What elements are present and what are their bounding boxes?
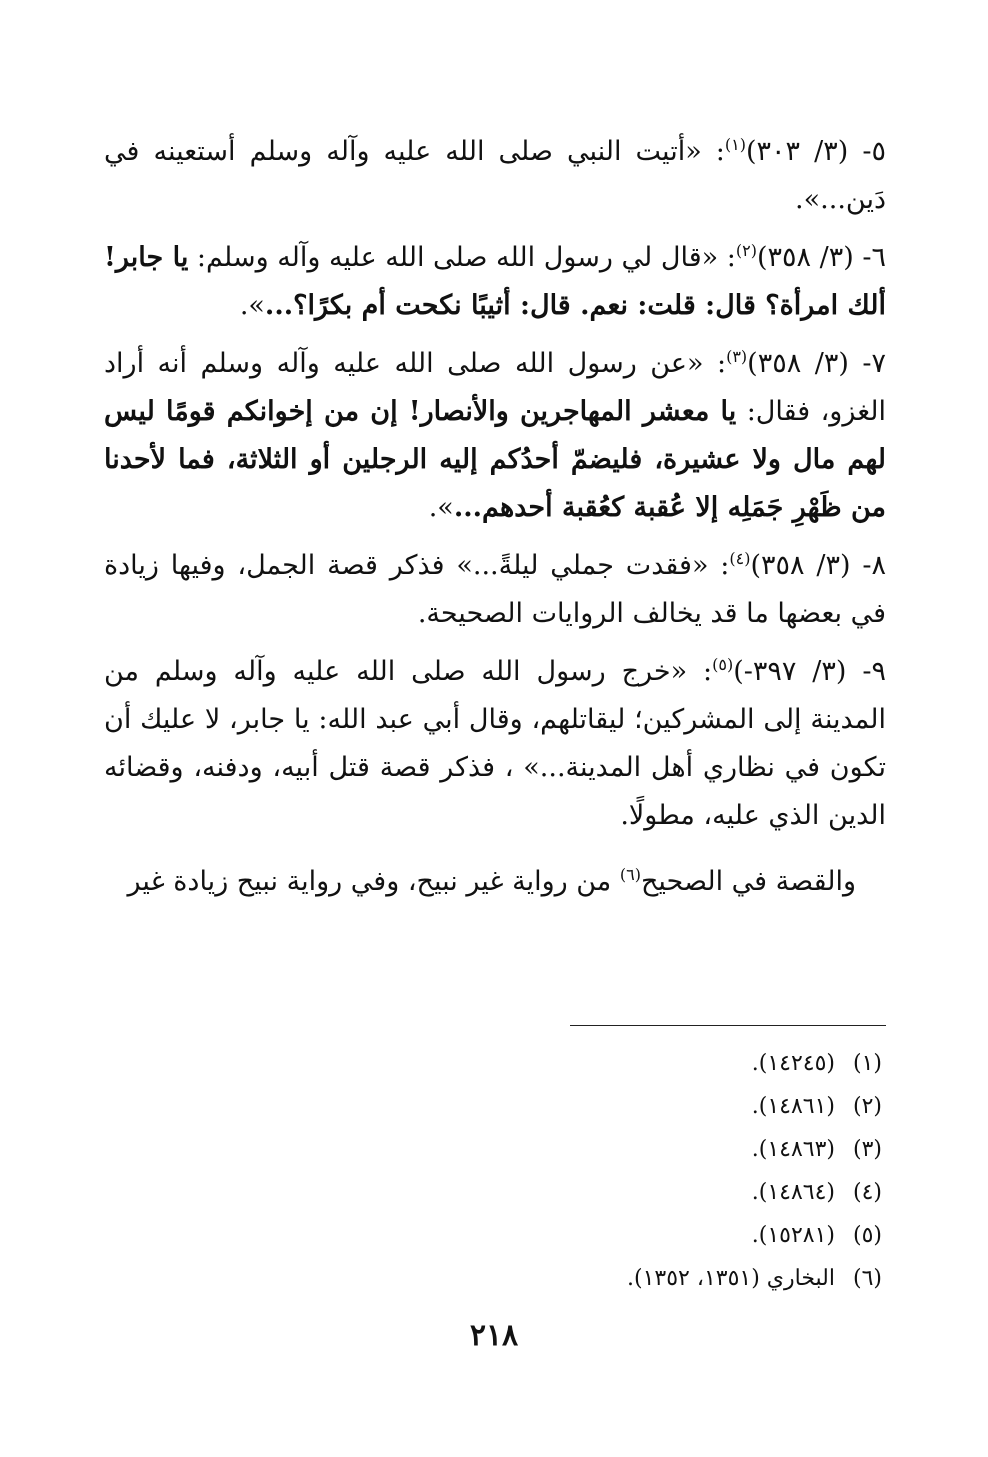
hadith-item-7 — [104, 340, 886, 532]
footnotes — [104, 1042, 886, 1300]
footnote-number: (٦) — [852, 1266, 882, 1291]
footnote-6 — [104, 1257, 882, 1300]
footnote-text: (١٤٨٦٤). — [751, 1180, 835, 1205]
item-separator: : — [701, 136, 725, 167]
hadith-item-5 — [104, 128, 886, 224]
footnote-text: (١٤٨٦٣). — [751, 1137, 835, 1162]
footnote-number: (٤) — [852, 1180, 882, 1205]
item-separator: : — [708, 550, 730, 581]
item-reference: ٥- (٣/ ٣٠٣) — [746, 136, 886, 167]
footnote-text: البخاري (١٣٥١، ١٣٥٢). — [627, 1266, 835, 1291]
footnote-marker: (١) — [724, 135, 746, 154]
footnote-marker: (٦) — [619, 865, 641, 884]
footnote-number: (٥) — [852, 1223, 882, 1248]
footnote-text: (١٥٢٨١). — [751, 1223, 835, 1248]
item-reference: ٩- (٣/ ٣٩٧-) — [733, 656, 886, 687]
closing-text-end: من رواية غير نبيح، وفي رواية نبيح زيادة غير — [127, 866, 620, 897]
hadith-item-8 — [104, 542, 886, 638]
footnote-marker: (٣) — [726, 347, 748, 366]
hadith-item-6 — [104, 234, 886, 330]
closing-paragraph — [104, 858, 886, 906]
footnote-marker: (٤) — [729, 549, 751, 568]
item-text: «أتيت النبي صلى الله عليه وآله وسلم أستعينه في دَين...». — [104, 136, 886, 215]
item-bold-text: يا جابر! ألك امرأة؟ قال: قلت: نعم. قال: أثيبًا نكحت أم بكرًا؟... — [104, 242, 886, 321]
item-text: «قال لي رسول الله صلى الله عليه وآله وسلم: — [188, 242, 719, 273]
footnote-marker: (٥) — [712, 655, 734, 674]
item-reference: ٧- (٣/ ٣٥٨) — [747, 348, 886, 379]
footnote-number: (١) — [852, 1051, 882, 1076]
footnote-2 — [104, 1085, 882, 1128]
page-number: ٢١٨ — [469, 1318, 519, 1353]
item-closing-quote: ». — [239, 290, 265, 321]
footnote-4 — [104, 1171, 882, 1214]
hadith-item-9 — [104, 648, 886, 840]
item-reference: ٨- (٣/ ٣٥٨) — [750, 550, 886, 581]
footnote-5 — [104, 1214, 882, 1257]
item-separator: : — [718, 242, 736, 273]
footnote-divider — [570, 1025, 886, 1026]
item-bold-text: يا معشر المهاجرين والأنصار! إن من إخوانكم قومًا ليس لهم مال ولا عشيرة، فليضمّ أحدُكم إليه الرجلين أو الثلاثة، فما لأحدنا من ظَهْرِ جَمَلِه إلا عُقبة كعُقبة أحدهم... — [104, 396, 886, 523]
item-closing-quote: ». — [428, 492, 454, 523]
item-separator: : — [703, 348, 727, 379]
closing-text-start: والقصة في الصحيح — [640, 866, 856, 897]
footnote-text: (١٤٢٤٥). — [751, 1051, 835, 1076]
footnote-number: (٢) — [852, 1094, 882, 1119]
footnote-text: (١٤٨٦١). — [751, 1094, 835, 1119]
item-separator: : — [687, 656, 713, 687]
footnote-marker: (٢) — [735, 241, 757, 260]
main-text — [104, 128, 886, 916]
footnote-1 — [104, 1042, 882, 1085]
item-reference: ٦- (٣/ ٣٥٨) — [756, 242, 887, 273]
item-text: «عن رسول الله صلى الله عليه وآله وسلم أنه أراد الغزو، فقال: — [104, 348, 886, 427]
footnote-3 — [104, 1128, 882, 1171]
footnote-number: (٣) — [852, 1137, 882, 1162]
item-text: «فقدت جملي ليلةً...» فذكر قصة الجمل، وفيها زيادة في بعضها ما قد يخالف الروايات الصحيحة. — [104, 550, 886, 629]
item-text: «خرج رسول الله صلى الله عليه وآله وسلم من المدينة إلى المشركين؛ ليقاتلهم، وقال أبي عبد الله: يا جابر، لا عليك أن تكون في نظاري أهل المدينة...» ، فذكر قصة قتل أبيه، ودفنه، وقضائه الدين الذي عليه، مطولًا. — [104, 656, 886, 831]
